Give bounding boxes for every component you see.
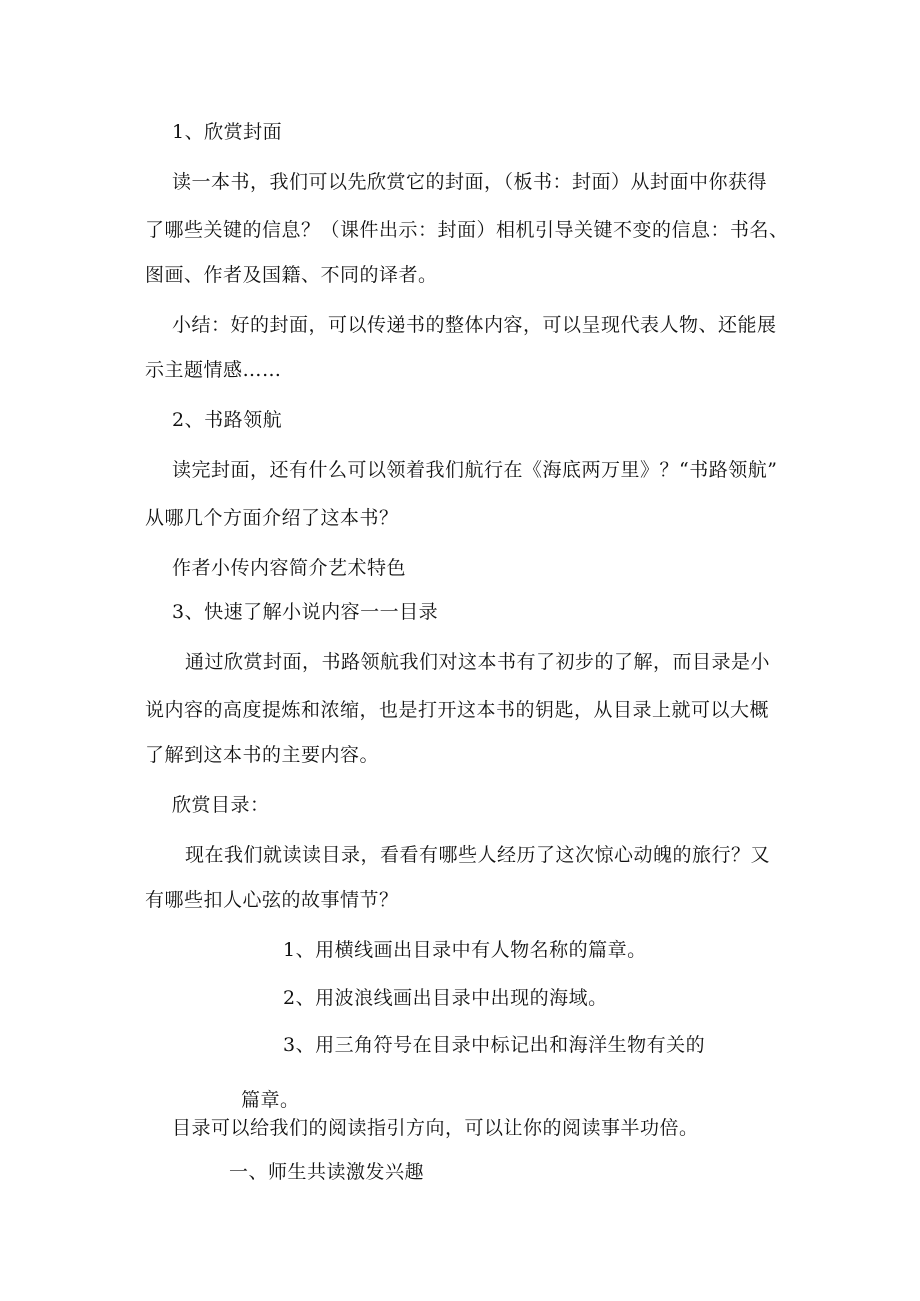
section-3-paragraph-2-line-2: 有哪些扣人心弦的故事情节？ (145, 889, 399, 911)
section-2-heading: 2、书路领航 (172, 409, 283, 431)
section-3-conclusion: 目录可以给我们的阅读指引方向，可以让你的阅读事半功倍。 (172, 1117, 699, 1139)
task-item-3-continued: 篇章。 (241, 1089, 300, 1111)
section-3-paragraph-2-line-1: 现在我们就读读目录，看看有哪些人经历了这次惊心动魄的旅行？又 (185, 844, 771, 866)
section-2-paragraph-line-2: 从哪几个方面介绍了这本书？ (145, 507, 399, 529)
section-1-paragraph-line-3: 图画、作者及国籍、不同的译者。 (145, 264, 438, 286)
section-1-paragraph-line-2: 了哪些关键的信息？（课件出示：封面）相机引导关键不变的信息：书名、 (145, 219, 789, 241)
section-3-sub-heading: 欣赏目录： (172, 794, 270, 816)
task-item-3: 3、用三角符号在目录中标记出和海洋生物有关的 (283, 1034, 706, 1056)
task-item-1: 1、用横线画出目录中有人物名称的篇章。 (283, 939, 647, 961)
section-4-heading: 一、师生共读激发兴趣 (229, 1161, 425, 1183)
section-1-summary-line-1: 小结：好的封面，可以传递书的整体内容，可以呈现代表人物、还能展 (172, 314, 777, 336)
section-2-answer: 作者小传内容简介艺术特色 (172, 557, 407, 579)
section-3-paragraph-line-3: 了解到这本书的主要内容。 (145, 744, 380, 766)
section-1-summary-line-2: 示主题情感…… (145, 359, 282, 381)
section-3-paragraph-line-2: 说内容的高度提炼和浓缩，也是打开这本书的钥匙，从目录上就可以大概 (145, 699, 770, 721)
task-item-2: 2、用波浪线画出目录中出现的海域。 (283, 987, 608, 1009)
section-3-heading: 3、快速了解小说内容一一目录 (172, 601, 439, 623)
section-1-heading: 1、欣赏封面 (172, 121, 283, 143)
section-2-paragraph-line-1: 读完封面，还有什么可以领着我们航行在《海底两万里》？“书路领航” (172, 459, 778, 481)
section-1-paragraph-line-1: 读一本书，我们可以先欣赏它的封面，（板书：封面）从封面中你获得 (172, 171, 768, 193)
section-3-paragraph-line-1: 通过欣赏封面，书路领航我们对这本书有了初步的了解，而目录是小 (185, 651, 771, 673)
